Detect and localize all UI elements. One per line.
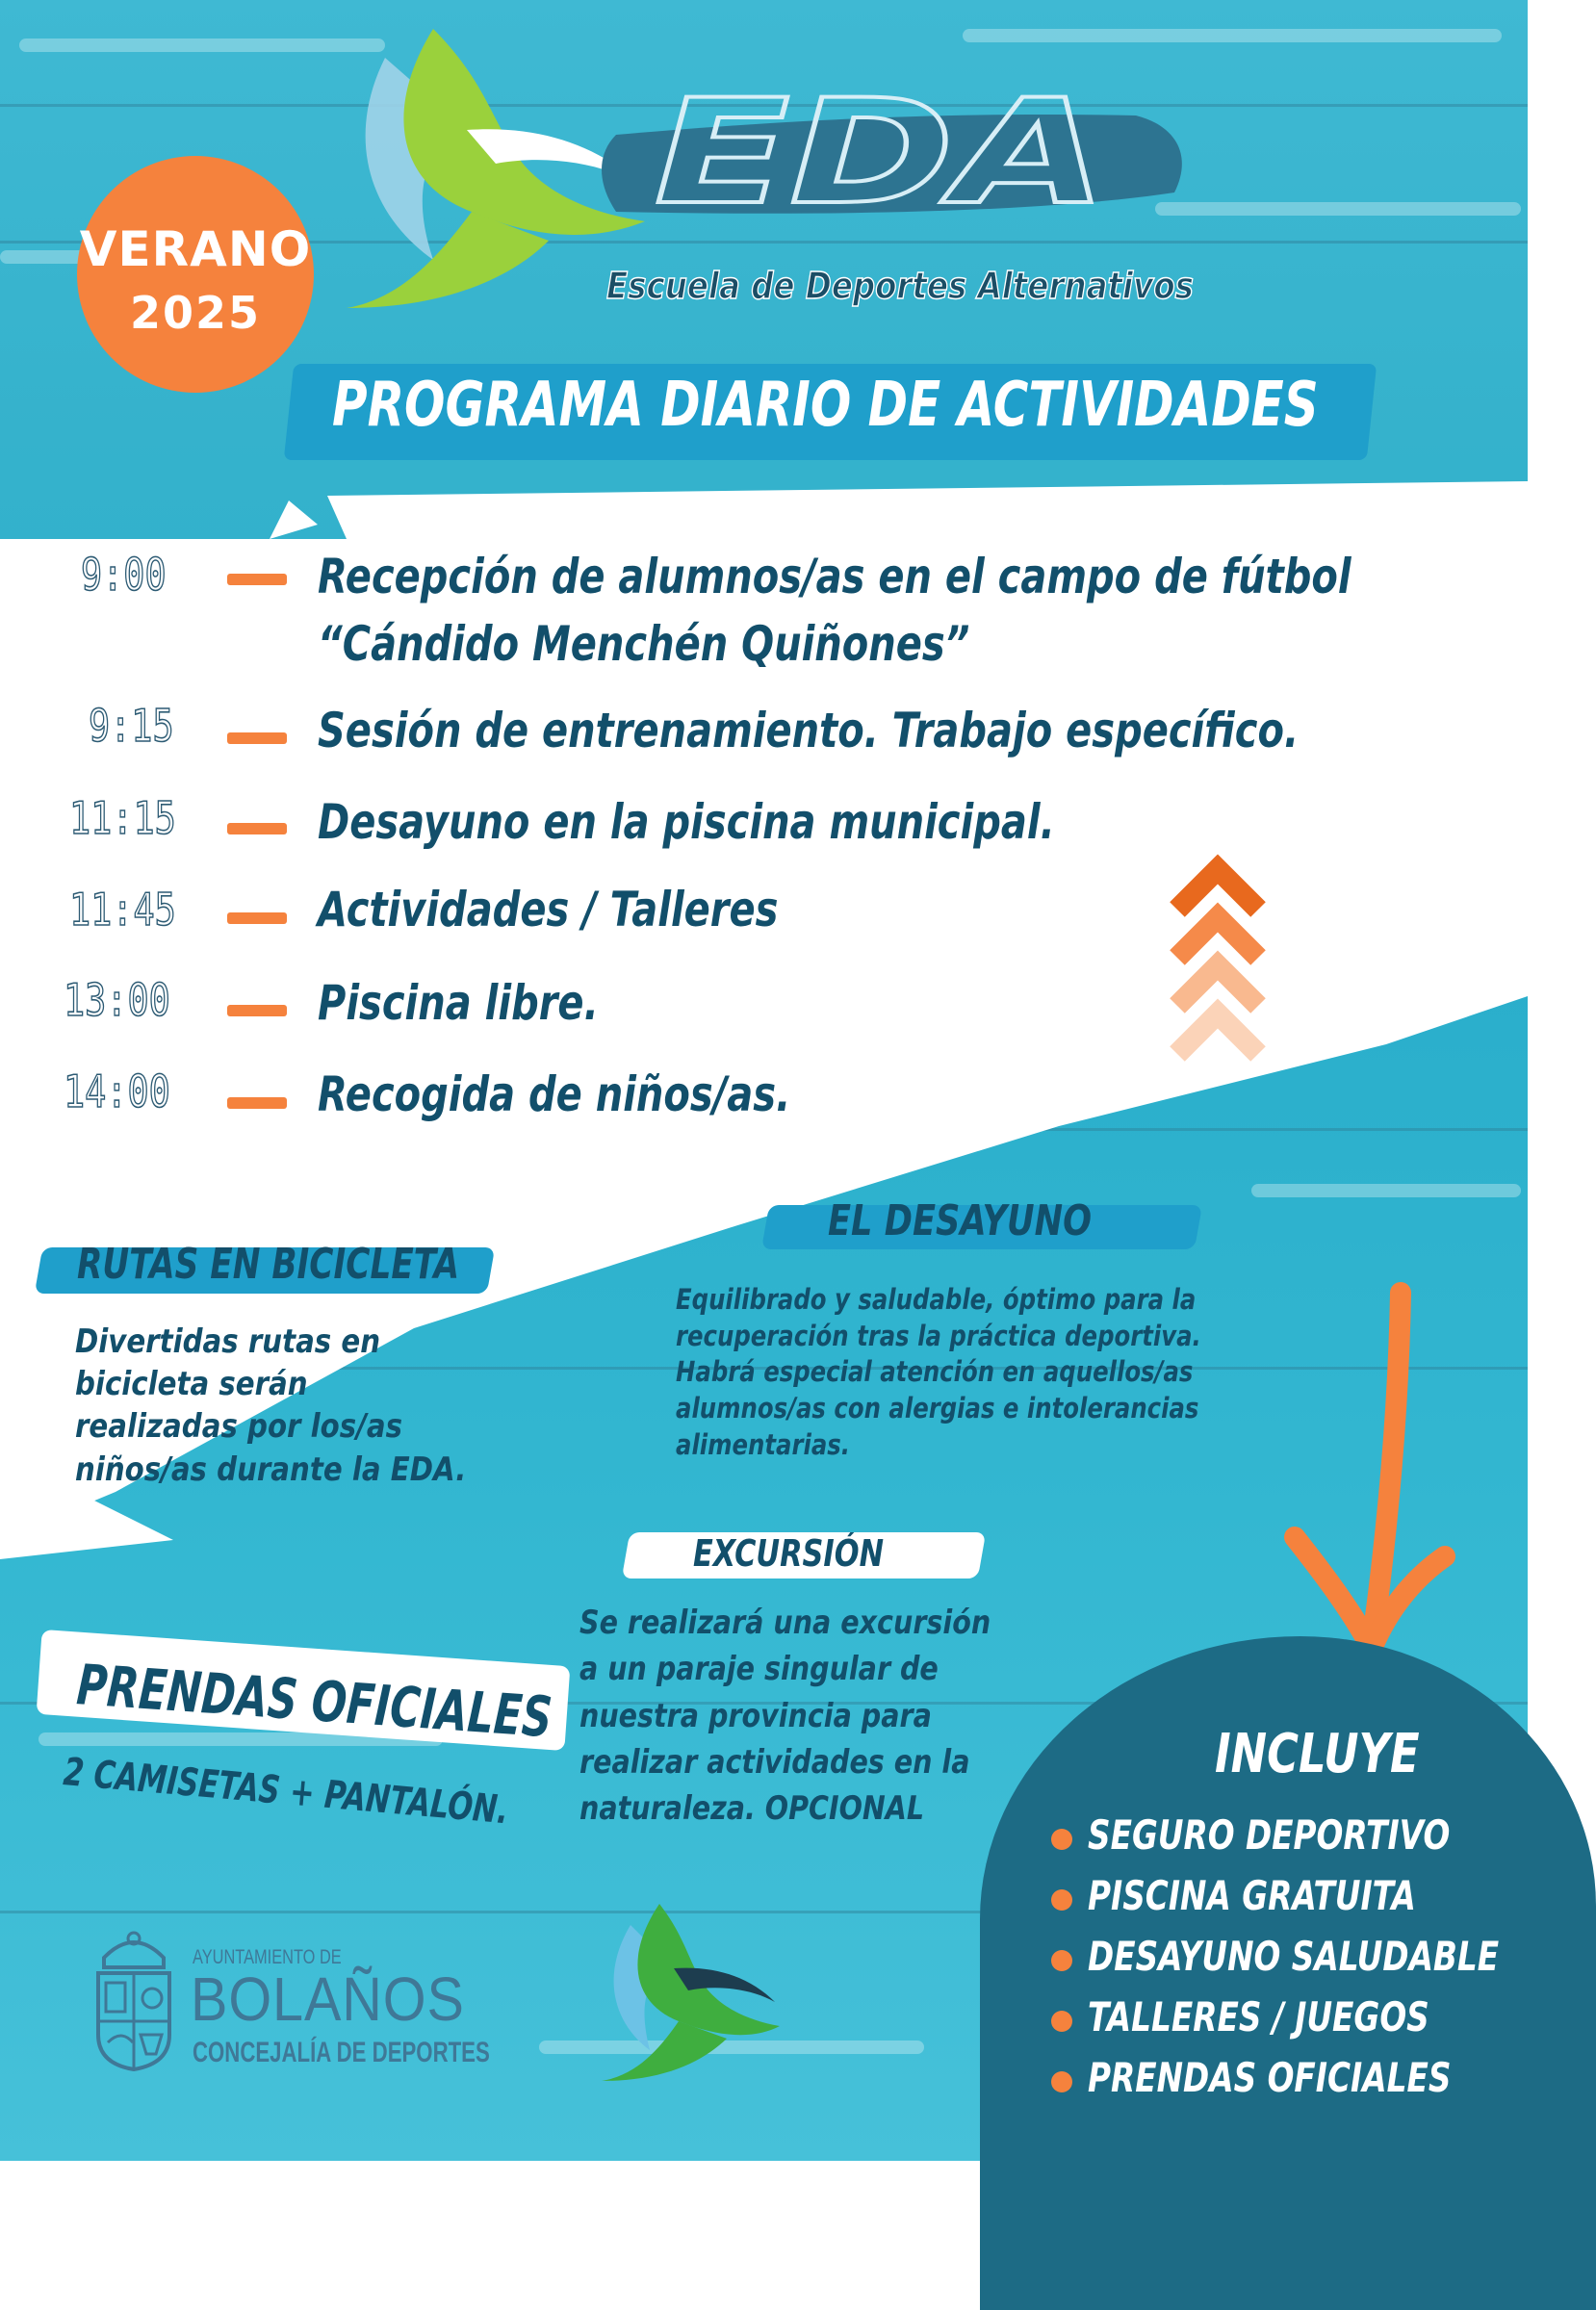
schedule-time: 9:00 xyxy=(81,549,167,601)
dash-marker xyxy=(227,732,287,744)
eda-subtitle: Escuela de Deportes Alternativos xyxy=(606,265,1194,307)
schedule-activity: Recogida de niños/as. xyxy=(318,1066,791,1122)
prendas-text: 2 CAMISETAS + PANTALÓN. xyxy=(61,1750,510,1834)
incluye-item-label: PRENDAS OFICIALES xyxy=(1088,2054,1452,2101)
chevrons-up-icon xyxy=(1170,852,1266,1064)
rutas-line: niños/as durante la EDA. xyxy=(75,1450,467,1489)
ayuntamiento-name: BOLAÑOS xyxy=(191,1964,465,2034)
badge-year: 2025 xyxy=(129,287,262,339)
schedule-activity: Actividades / Talleres xyxy=(318,882,779,937)
schedule-activity-line2: “Cándido Menchén Quiñones” xyxy=(318,616,970,672)
schedule-activity: Recepción de alumnos/as en el campo de fútbol xyxy=(318,549,1351,604)
bullet-dot xyxy=(1051,2071,1072,2092)
ayuntamiento-label: AYUNTAMIENTO DE xyxy=(193,1946,342,1968)
dash-marker xyxy=(227,574,287,585)
desayuno-line: Habrá especial atención en aquellos/as xyxy=(676,1355,1194,1389)
schedule-activity: Piscina libre. xyxy=(318,975,599,1031)
excursion-line: Se realizará una excursión xyxy=(579,1604,991,1642)
excursion-line: realizar actividades en la xyxy=(579,1742,970,1782)
dash-marker xyxy=(227,1097,287,1109)
excursion-line: a un paraje singular de xyxy=(579,1650,939,1689)
bullet-dot xyxy=(1051,1950,1072,1971)
excursion-line: nuestra provincia para xyxy=(579,1696,932,1735)
schedule-time: 11:45 xyxy=(69,884,176,936)
rutas-line: Divertidas rutas en xyxy=(75,1322,381,1361)
coat-of-arms-icon xyxy=(92,1929,175,2073)
incluye-item-label: PISCINA GRATUITA xyxy=(1088,1872,1416,1919)
eda-logo xyxy=(327,19,1223,318)
badge-line1: VERANO xyxy=(79,221,312,277)
dash-marker xyxy=(227,1005,287,1016)
prendas-heading: PRENDAS OFICIALES xyxy=(74,1652,554,1751)
eda-letters: EDA xyxy=(655,69,1107,237)
dash-marker xyxy=(227,912,287,924)
schedule-time: 13:00 xyxy=(64,974,170,1026)
incluye-item-label: DESAYUNO SALUDABLE xyxy=(1088,1933,1500,1980)
rutas-heading: RUTAS EN BICICLETA xyxy=(77,1240,460,1289)
rutas-text xyxy=(75,1321,466,1491)
schedule-activity: Sesión de entrenamiento. Trabajo específico. xyxy=(318,703,1300,758)
verano-badge xyxy=(77,156,314,393)
rutas-line: bicicleta serán xyxy=(75,1365,308,1404)
desayuno-text xyxy=(676,1282,1201,1463)
desayuno-line: Equilibrado y saludable, óptimo para la xyxy=(676,1283,1197,1316)
dash-marker xyxy=(227,823,287,834)
bullet-dot xyxy=(1051,2011,1072,2032)
excursion-heading: EXCURSIÓN xyxy=(693,1532,885,1575)
incluye-item-label: SEGURO DEPORTIVO xyxy=(1088,1811,1451,1859)
schedule-time: 11:15 xyxy=(69,792,176,844)
desayuno-line: alimentarias. xyxy=(676,1427,851,1461)
schedule-time: 14:00 xyxy=(64,1065,170,1117)
desayuno-heading: EL DESAYUNO xyxy=(828,1196,1093,1245)
bullet-dot xyxy=(1051,1829,1072,1850)
desayuno-line: alumnos/as con alergias e intolerancias xyxy=(676,1392,1199,1425)
excursion-text xyxy=(579,1600,991,1832)
incluye-heading: INCLUYE xyxy=(1215,1723,1420,1785)
excursion-line: naturaleza. OPCIONAL xyxy=(579,1789,925,1829)
ayuntamiento-dept: CONCEJALÍA DE DEPORTES xyxy=(193,2037,490,2068)
bullet-dot xyxy=(1051,1889,1072,1911)
eda-swoosh-logo xyxy=(582,1896,794,2089)
desayuno-line: recuperación tras la práctica deportiva. xyxy=(676,1319,1201,1352)
schedule-time: 9:15 xyxy=(89,700,174,752)
schedule-activity: Desayuno en la piscina municipal. xyxy=(318,794,1055,850)
arrow-down-icon xyxy=(1275,1285,1458,1680)
rutas-line: realizadas por los/as xyxy=(75,1407,402,1447)
page-title: PROGRAMA DIARIO DE ACTIVIDADES xyxy=(332,370,1319,441)
incluye-item-label: TALLERES / JUEGOS xyxy=(1088,1993,1429,2040)
eda-swoosh-logo xyxy=(347,29,645,308)
